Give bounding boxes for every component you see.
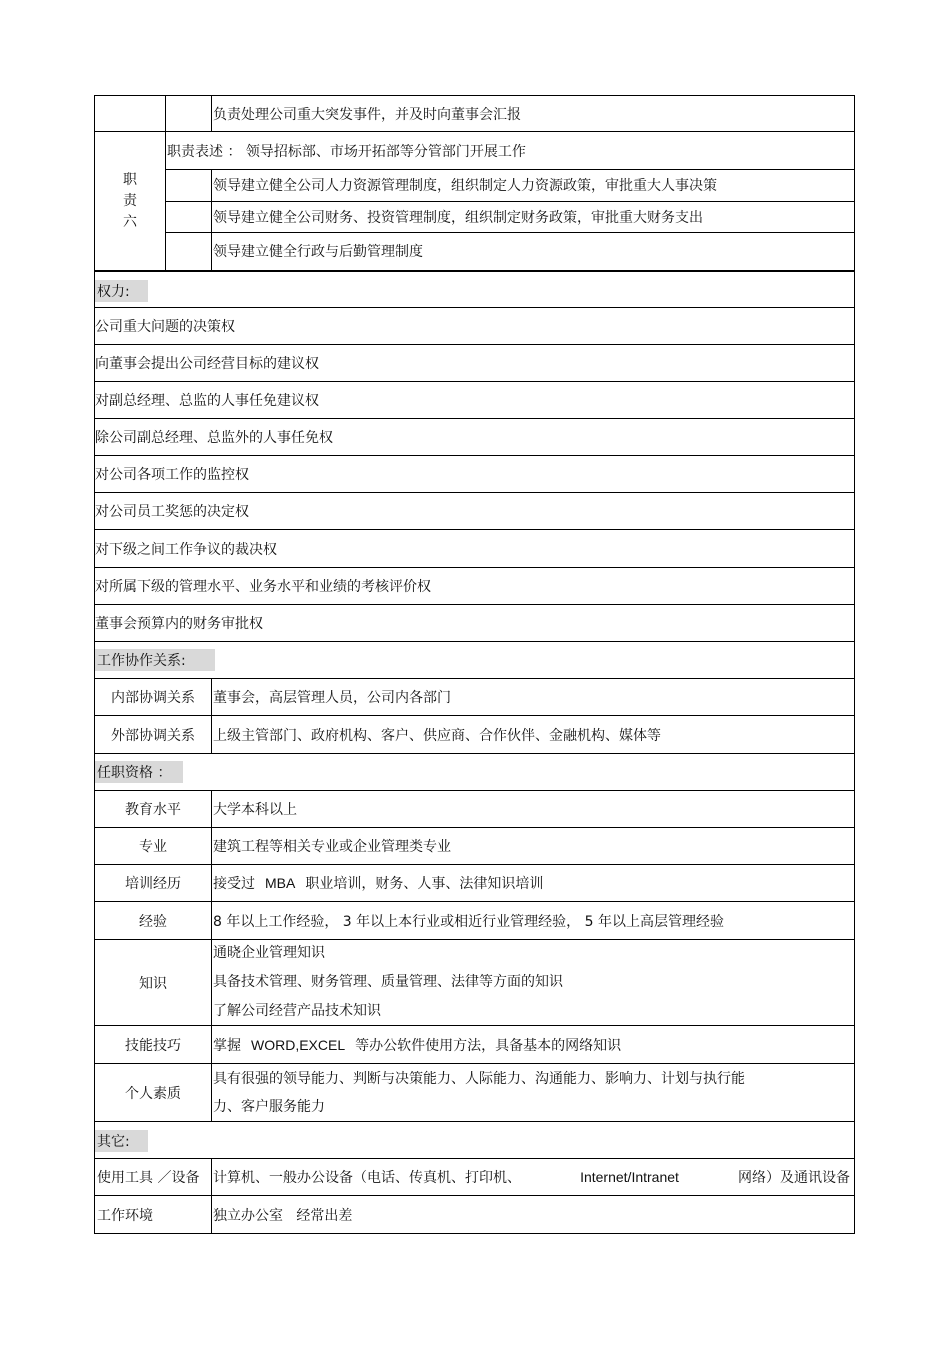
tools-value: 计算机、一般办公设备（电话、传真机、打印机、 <box>213 1170 521 1186</box>
power-row <box>94 493 855 530</box>
skills-value-software: WORD,EXCEL <box>251 1036 346 1053</box>
power-row <box>94 308 855 345</box>
power-item: 对公司员工奖惩的决定权 <box>95 504 249 520</box>
tools-value-network: Internet/Intranet <box>580 1169 679 1185</box>
duty6-summary: 职责表述 ： 领导招标部、市场开拓部等分管部门开展工作 <box>167 143 526 160</box>
skills-label: 技能技巧 <box>125 1037 181 1054</box>
power-row <box>94 605 855 642</box>
skills-value: 等办公软件使用方法，具备基本的网络知识 <box>355 1037 622 1054</box>
knowledge-line: 了解公司经营产品技术知识 <box>213 1003 381 1019</box>
duty6-item: 领导建立健全行政与后勤管理制度 <box>213 244 423 260</box>
major-value: 建筑工程等相关专业或企业管理类专业 <box>213 839 451 855</box>
tools-value: 网络）及通讯设备 <box>738 1170 850 1186</box>
power-item: 公司重大问题的决策权 <box>95 319 235 335</box>
training-label: 培训经历 <box>125 876 181 892</box>
duty6-block <box>94 132 855 270</box>
power-item: 除公司副总经理、总监外的人事任免权 <box>95 430 333 446</box>
internal-value: 董事会，高层管理人员，公司内各部门 <box>213 690 451 706</box>
skills-value: 掌握 <box>213 1037 241 1054</box>
power-row <box>94 382 855 419</box>
education-label: 教育水平 <box>125 802 181 818</box>
job-description-table <box>94 95 855 1234</box>
personal-line: 力、客户服务能力 <box>213 1098 325 1115</box>
major-row <box>94 828 855 865</box>
power-row <box>94 345 855 382</box>
qualifications-header-row <box>94 754 855 791</box>
duty6-label-char: 职 <box>123 171 137 188</box>
personal-label: 个人素质 <box>125 1085 181 1102</box>
experience-value: 8 年以上工作经验， 3 年以上本行业或相近行业管理经验， 5 年以上高层管理经验 <box>213 913 724 930</box>
personal-row <box>94 1064 855 1122</box>
external-label: 外部协调关系 <box>111 727 195 744</box>
duty6-label-char: 责 <box>123 192 137 209</box>
power-row <box>94 419 855 456</box>
tools-label: 使用工具 ／设备 <box>97 1170 200 1186</box>
qualifications-header: 任职资格 ： <box>97 765 172 781</box>
experience-row <box>94 902 855 940</box>
experience-label: 经验 <box>139 913 167 930</box>
major-label: 专业 <box>139 839 167 855</box>
others-header: 其它: <box>97 1134 130 1150</box>
power-item: 对所属下级的管理水平、业务水平和业绩的考核评价权 <box>95 579 431 595</box>
duty6-item: 领导建立健全公司财务、投资管理制度，组织制定财务政策，审批重大财务支出 <box>213 209 703 226</box>
knowledge-line: 通晓企业管理知识 <box>213 945 325 961</box>
power-row <box>94 530 855 568</box>
relations-header-row <box>94 642 855 679</box>
relations-header: 工作协作关系: <box>97 653 186 669</box>
power-item: 向董事会提出公司经营目标的建议权 <box>95 356 319 372</box>
duty-prev-row <box>94 95 855 132</box>
training-value: 职业培训，财务、人事、法律知识培训 <box>305 876 544 892</box>
environment-row <box>94 1196 855 1234</box>
education-row <box>94 791 855 828</box>
training-value-mba: MBA <box>265 875 296 891</box>
knowledge-row <box>94 940 855 1026</box>
training-value: 接受过 <box>213 876 255 892</box>
knowledge-label: 知识 <box>139 975 167 992</box>
power-row <box>94 568 855 605</box>
relations-external-row <box>94 716 855 754</box>
external-value: 上级主管部门、政府机构、客户、供应商、合作伙伴、金融机构、媒体等 <box>213 727 661 744</box>
power-item: 对公司各项工作的监控权 <box>95 467 249 483</box>
internal-label: 内部协调关系 <box>111 690 195 706</box>
duty-prev-item: 负责处理公司重大突发事件，并及时向董事会汇报 <box>213 106 521 123</box>
powers-header: 权力: <box>97 284 130 300</box>
training-row <box>94 865 855 902</box>
power-item: 对下级之间工作争议的裁决权 <box>95 541 277 558</box>
powers-header-row <box>94 270 855 308</box>
environment-label: 工作环境 <box>97 1207 153 1224</box>
education-value: 大学本科以上 <box>213 802 297 818</box>
knowledge-line: 具备技术管理、财务管理、质量管理、法律等方面的知识 <box>213 974 563 990</box>
duty6-label <box>95 132 165 270</box>
environment-value: 独立办公室 经常出差 <box>213 1207 353 1224</box>
duty6-item: 领导建立健全公司人力资源管理制度，组织制定人力资源政策，审批重大人事决策 <box>213 178 717 194</box>
power-item: 对副总经理、总监的人事任免建议权 <box>95 393 319 409</box>
power-item: 董事会预算内的财务审批权 <box>95 616 263 632</box>
relations-internal-row <box>94 679 855 716</box>
duty6-label-char: 六 <box>123 213 137 230</box>
power-row <box>94 456 855 493</box>
others-header-row <box>94 1122 855 1159</box>
tools-row <box>94 1159 855 1196</box>
personal-line: 具有很强的领导能力、判断与决策能力、人际能力、沟通能力、影响力、计划与执行能 <box>213 1070 745 1087</box>
skills-row <box>94 1026 855 1064</box>
